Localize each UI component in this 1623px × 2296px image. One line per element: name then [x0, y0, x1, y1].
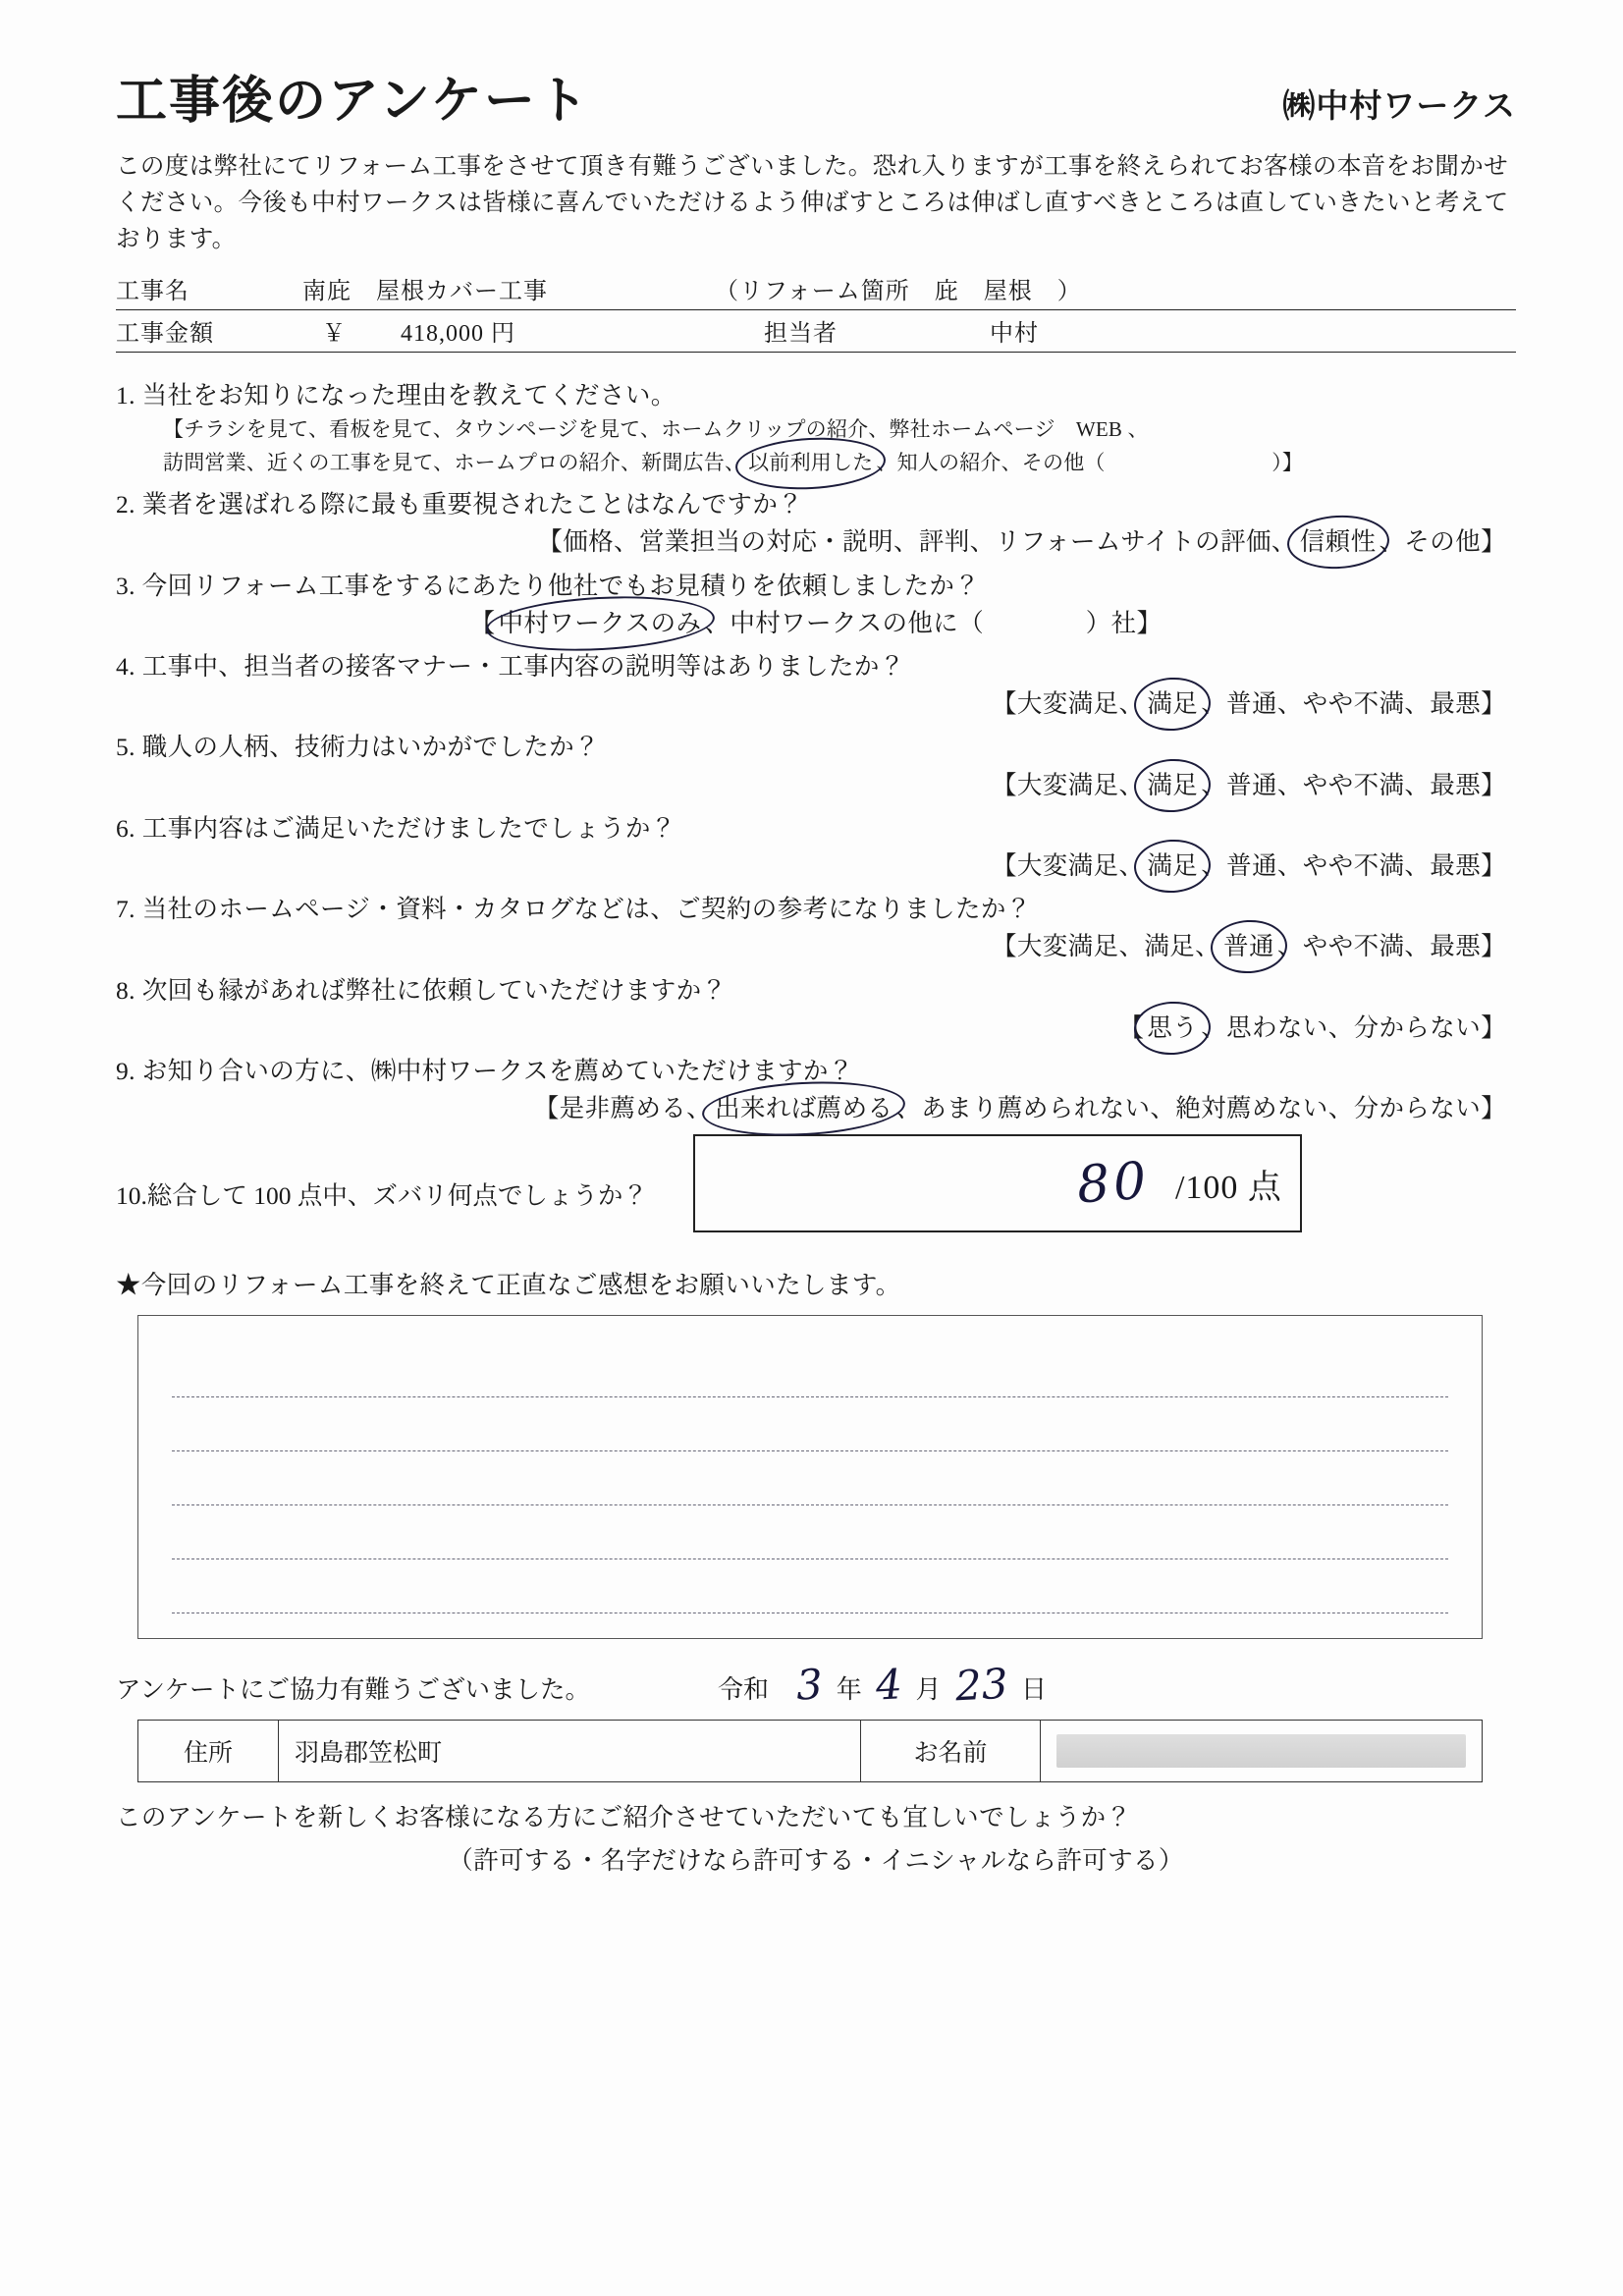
question-7: [116, 892, 1516, 964]
work-name-row: [116, 268, 1516, 310]
header: [94, 39, 1538, 133]
staff-value: 中村: [990, 320, 1039, 347]
work-name-label: 工事名: [116, 278, 189, 304]
score-input-box[interactable]: [693, 1134, 1302, 1232]
question-10-text: 10.総合して 100 点中、ズバリ何点でしょうか？: [116, 1181, 648, 1211]
question-6-selected-answer: 満足: [1144, 848, 1201, 884]
question-2-number: 2.: [116, 490, 135, 519]
question-1-options-line1: 【チラシを見て、看板を見て、タウンページを見て、ホームクリップの紹介、弊社ホームページ WEB 、: [163, 416, 1149, 441]
question-5: [116, 730, 1516, 802]
question-3-number: 3.: [116, 571, 135, 600]
staff-label: 担当者: [764, 320, 838, 347]
score-unit: /100 点: [1174, 1169, 1282, 1206]
question-9-number: 9.: [116, 1056, 135, 1085]
thanks-text: アンケートにご協力有難うございました。: [116, 1675, 590, 1705]
question-1: [116, 378, 1516, 479]
question-7-answers-pre: 【大変満足、満足、: [991, 932, 1221, 961]
question-5-answers: [116, 768, 1516, 803]
question-4-answers-post: 、普通、やや不満、最悪】: [1201, 689, 1506, 719]
reform-place-value: （リフォーム箇所 庇 屋根 ）: [715, 278, 1082, 304]
redaction-bar: [1056, 1734, 1466, 1768]
company-name: ㈱中村ワークス: [1282, 89, 1516, 125]
question-1-selected-answer: 以前利用した: [745, 447, 876, 480]
question-4-number: 4.: [116, 651, 135, 681]
question-8-text: 次回も縁があれば弊社に依頼していただけますか？: [141, 975, 728, 1005]
comment-line: [172, 1559, 1448, 1613]
question-7-number: 7.: [116, 895, 135, 924]
question-9-selected-answer: 出来れば薦める: [712, 1091, 895, 1126]
amount-row: [116, 310, 1516, 353]
date-year-unit: 年: [836, 1675, 862, 1705]
date-day-unit: 日: [1020, 1675, 1047, 1705]
question-6-number: 6.: [116, 813, 135, 843]
address-label: 住所: [138, 1721, 279, 1782]
question-6-answers: [116, 848, 1516, 884]
question-10: [116, 1134, 1516, 1232]
question-3-selected-answer: 中村ワークスのみ: [496, 606, 705, 641]
work-name-value: 南庇 屋根カバー工事: [302, 278, 548, 304]
question-3: [116, 569, 1516, 641]
date-month-unit: 月: [915, 1675, 942, 1705]
question-6-answers-pre: 【大変満足、: [991, 850, 1145, 880]
question-3-text: 今回リフォーム工事をするにあたり他社でもお見積りを依頼しましたか？: [141, 571, 981, 600]
question-5-text: 職人の人柄、技術力はいかがでしたか？: [141, 733, 600, 762]
question-8-selected-answer: 思う: [1144, 1011, 1201, 1046]
table-row: [138, 1721, 1483, 1782]
closing-row: [116, 1659, 1516, 1711]
question-2-answers: [116, 524, 1516, 560]
question-8-answers-post: 、思わない、分からない】: [1201, 1012, 1506, 1042]
question-6-answers-post: 、普通、やや不満、最悪】: [1201, 850, 1506, 880]
question-1-options-line2: [116, 447, 1516, 480]
question-8-number: 8.: [116, 975, 135, 1005]
question-8-answers: [116, 1011, 1516, 1046]
question-9-text: お知り合いの方に、㈱中村ワークスを薦めていただけますか？: [141, 1056, 854, 1085]
question-4-answers: [116, 686, 1516, 722]
question-6: [116, 811, 1516, 884]
question-2-text: 業者を選ばれる際に最も重要視されたことはなんですか？: [141, 490, 804, 519]
amount-value: 418,000 円: [401, 320, 515, 347]
footer-question: このアンケートを新しくお客様になる方にご紹介させていただいても宜しいでしょうか？: [116, 1803, 1132, 1832]
survey-sheet: [94, 39, 1538, 2249]
question-3-answers-post: 、中村ワークスの他に（ ）社】: [704, 608, 1163, 637]
question-7-answers: [116, 929, 1516, 964]
amount-label: 工事金額: [116, 320, 214, 347]
question-4: [116, 649, 1516, 722]
intro-paragraph: この度は弊社にてリフォーム工事をさせて頂き有難うございました。恐れ入りますが工事を終えられてお客様の本音をお聞かせください。今後も中村ワークスは皆様に喜んでいただけるよう伸ばすところは伸ばし直すべきところは直していきたいと考えております。: [116, 153, 1509, 253]
question-6-text: 工事内容はご満足いただけましたでしょうか？: [141, 813, 676, 843]
question-2-answers-pre: 【価格、営業担当の対応・説明、評判、リフォームサイトの評価、: [537, 527, 1297, 557]
question-1-number: 1.: [116, 380, 135, 410]
question-2-answers-post: 、その他】: [1379, 527, 1506, 557]
question-1-options-post: 、知人の紹介、その他（ ）】: [876, 450, 1304, 474]
comment-line: [172, 1505, 1448, 1559]
date-year-value: 3: [794, 1660, 824, 1711]
work-info-block: [116, 268, 1516, 353]
name-label: お名前: [861, 1721, 1041, 1782]
question-5-answers-post: 、普通、やや不満、最悪】: [1201, 770, 1506, 799]
question-9: [116, 1054, 1516, 1126]
question-2: [116, 487, 1516, 560]
address-value[interactable]: 羽島郡笠松町: [279, 1721, 861, 1782]
question-8: [116, 973, 1516, 1046]
era-label: 令和: [717, 1675, 769, 1705]
date-day-value: 23: [953, 1659, 1009, 1711]
question-9-answers: [116, 1091, 1516, 1126]
comment-line: [172, 1343, 1448, 1397]
footer-options: （許可する・名字だけなら許可する・イニシャルなら許可する）: [448, 1846, 1184, 1876]
question-5-answers-pre: 【大変満足、: [991, 770, 1145, 799]
question-7-text: 当社のホームページ・資料・カタログなどは、ご契約の参考になりましたか？: [141, 895, 1032, 924]
question-1-options-pre: 訪問営業、近くの工事を見て、ホームプロの紹介、新聞広告、: [163, 450, 746, 474]
comment-line: [172, 1397, 1448, 1451]
question-4-answers-pre: 【大変満足、: [991, 689, 1145, 719]
question-1-text: 当社をお知りになった理由を教えてください。: [141, 380, 676, 410]
question-5-number: 5.: [116, 733, 135, 762]
page-title: 工事後のアンケート: [116, 71, 590, 131]
customer-info-table: [137, 1720, 1483, 1782]
currency-symbol: ￥: [322, 320, 347, 347]
question-3-answers: [116, 606, 1516, 641]
free-comment-prompt: ★今回のリフォーム工事を終えて正直なご感想をお願いいたします。: [116, 1271, 901, 1300]
question-7-answers-post: 、やや不満、最悪】: [1276, 932, 1506, 961]
question-8-answers-pre: 【: [1118, 1012, 1145, 1042]
name-value[interactable]: [1041, 1721, 1483, 1782]
question-9-answers-post: 、あまり薦められない、絶対薦めない、分からない】: [895, 1094, 1506, 1123]
date-month-value: 4: [874, 1660, 903, 1711]
question-4-text: 工事中、担当者の接客マナー・工事内容の説明等はありましたか？: [141, 651, 905, 681]
questions-list: [116, 378, 1516, 1127]
score-value: 80: [1074, 1151, 1152, 1216]
question-5-selected-answer: 満足: [1144, 768, 1201, 803]
comment-line: [172, 1451, 1448, 1505]
free-comment-box[interactable]: [137, 1315, 1483, 1639]
question-9-answers-pre: 【是非薦める、: [533, 1094, 713, 1123]
question-7-selected-answer: 普通: [1220, 929, 1277, 964]
question-2-selected-answer: 信頼性: [1297, 524, 1380, 560]
question-4-selected-answer: 満足: [1144, 686, 1201, 722]
date-field[interactable]: [717, 1659, 1051, 1711]
question-3-answers-pre: 【: [469, 608, 496, 637]
